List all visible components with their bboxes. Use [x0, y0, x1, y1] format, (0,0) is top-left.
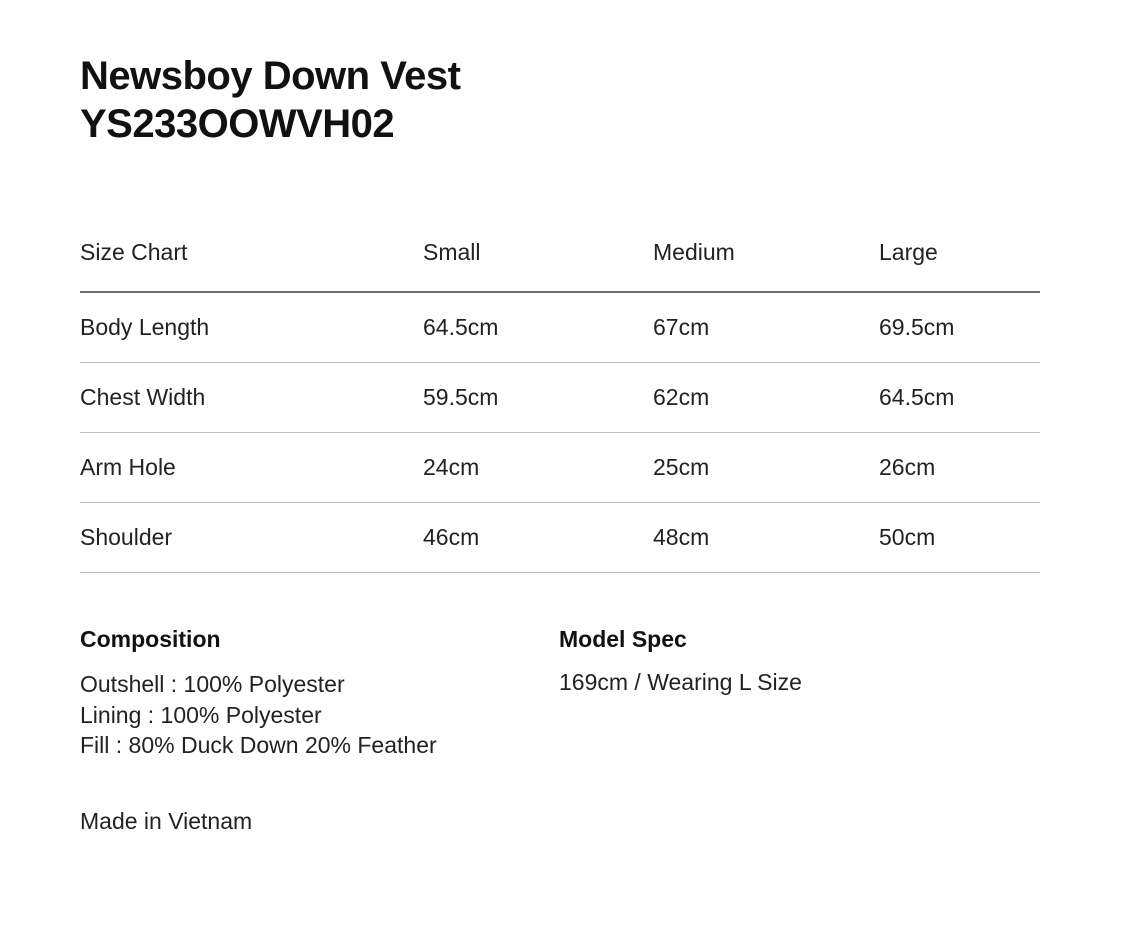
composition-line-fill: Fill : 80% Duck Down 20% Feather — [80, 732, 437, 758]
cell-large: 64.5cm — [879, 362, 1040, 432]
composition-list — [80, 669, 437, 761]
cell-small: 59.5cm — [423, 362, 653, 432]
product-code: YS233OOWVH02 — [80, 102, 395, 146]
header-large: Large — [879, 214, 1040, 292]
row-label: Shoulder — [80, 502, 423, 572]
size-chart-header-row — [80, 214, 1040, 292]
composition-line-lining: Lining : 100% Polyester — [80, 701, 322, 728]
cell-medium: 48cm — [653, 502, 879, 572]
cell-large: 26cm — [879, 432, 1040, 502]
cell-medium: 62cm — [653, 362, 879, 432]
composition-heading: Composition — [80, 626, 221, 652]
table-row — [80, 362, 1040, 432]
model-spec-text: 169cm / Wearing L Size — [559, 669, 802, 695]
composition-line-outshell: Outshell : 100% Polyester — [80, 671, 345, 697]
cell-small: 46cm — [423, 502, 653, 572]
cell-small: 64.5cm — [423, 292, 653, 362]
header-size-chart: Size Chart — [80, 214, 423, 292]
product-name: Newsboy Down Vest — [80, 54, 461, 98]
cell-medium: 25cm — [653, 432, 879, 502]
model-spec-heading: Model Spec — [559, 626, 687, 652]
product-title-block — [80, 52, 460, 148]
cell-small: 24cm — [423, 432, 653, 502]
cell-medium: 67cm — [653, 292, 879, 362]
row-label: Chest Width — [80, 362, 423, 432]
table-row — [80, 292, 1040, 362]
cell-large: 69.5cm — [879, 292, 1040, 362]
table-row — [80, 502, 1040, 572]
table-row — [80, 432, 1040, 502]
row-label: Arm Hole — [80, 432, 423, 502]
size-chart-table — [80, 214, 1040, 573]
header-medium: Medium — [653, 214, 879, 292]
header-small: Small — [423, 214, 653, 292]
origin-text: Made in Vietnam — [80, 808, 253, 834]
row-label: Body Length — [80, 292, 423, 362]
cell-large: 50cm — [879, 502, 1040, 572]
